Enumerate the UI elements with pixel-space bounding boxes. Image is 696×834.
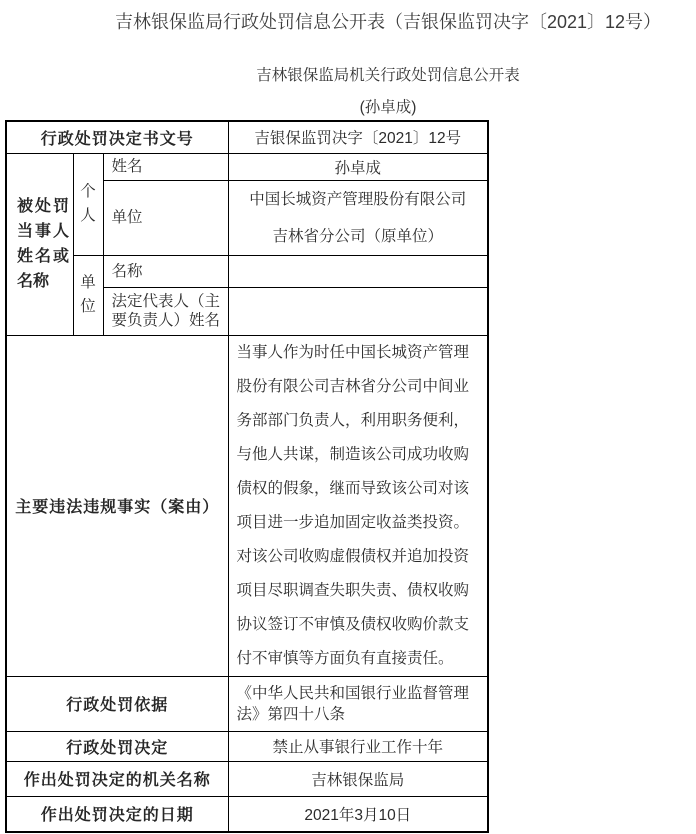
facts-value: 当事人作为时任中国长城资产管理股份有限公司吉林省分公司中间业务部部门负责人，利用职务便利，与他人共谋，制造该公司成功收购债权的假象，继而导致该公司对该项目进一步追加固定收益类投资。对该公司收购虚假债权并追加投资项目尽职调查失职失责、债权收购协议签订不审慎及债权收购价款支付不审慎等方面负有直接责任。 <box>228 335 488 676</box>
basis-label: 行政处罚依据 <box>6 676 228 731</box>
basis-value: 《中华人民共和国银行业监督管理法》第四十八条 <box>228 676 488 731</box>
doc-number-label: 行政处罚决定书文号 <box>6 121 228 153</box>
page-subtitle: 吉林银保监局机关行政处罚信息公开表 <box>256 67 520 84</box>
doc-number-value: 吉银保监罚决字〔2021〕12号 <box>228 121 488 153</box>
authority-label: 作出处罚决定的机关名称 <box>6 761 228 796</box>
decision-label: 行政处罚决定 <box>6 731 228 761</box>
party-label-cell <box>6 153 73 335</box>
date-label: 作出处罚决定的日期 <box>6 796 228 832</box>
org-name-label: 名称 <box>103 255 228 287</box>
row-org-name <box>6 255 488 287</box>
legal-rep-label: 法定代表人（主要负责人）姓名 <box>103 287 228 335</box>
party-label-line: 姓名或 <box>17 248 69 265</box>
party-label-line: 名称 <box>17 273 50 290</box>
individual-unit-value-line: 吉林省分公司（原单位） <box>272 227 444 245</box>
party-label-line: 被处罚 <box>17 198 69 215</box>
org-group-label: 单位 <box>73 255 103 335</box>
date-value: 2021年3月10日 <box>228 796 488 832</box>
penalty-table <box>5 120 489 833</box>
row-doc-number <box>6 121 488 153</box>
individual-unit-value-line: 中国长城资产管理股份有限公司 <box>249 190 467 208</box>
individual-name-value: 孙卓成 <box>228 153 488 180</box>
subject-name: (孙卓成) <box>359 99 417 116</box>
row-decision <box>6 731 488 761</box>
row-authority <box>6 761 488 796</box>
decision-value: 禁止从事银行业工作十年 <box>228 731 488 761</box>
authority-value: 吉林银保监局 <box>228 761 488 796</box>
org-name-value <box>228 255 488 287</box>
individual-unit-value <box>228 180 488 255</box>
row-date <box>6 796 488 832</box>
row-basis <box>6 676 488 731</box>
row-facts <box>6 335 488 676</box>
page-title: 吉林银保监局行政处罚信息公开表（吉银保监罚决字〔2021〕12号） <box>114 12 662 32</box>
party-label-line: 当事人 <box>17 223 69 240</box>
individual-unit-label: 单位 <box>103 180 228 255</box>
legal-rep-value <box>228 287 488 335</box>
individual-name-label: 姓名 <box>103 153 228 180</box>
individual-group-label: 个人 <box>73 153 103 255</box>
facts-label: 主要违法违规事实（案由） <box>6 335 228 676</box>
row-individual-name <box>6 153 488 180</box>
